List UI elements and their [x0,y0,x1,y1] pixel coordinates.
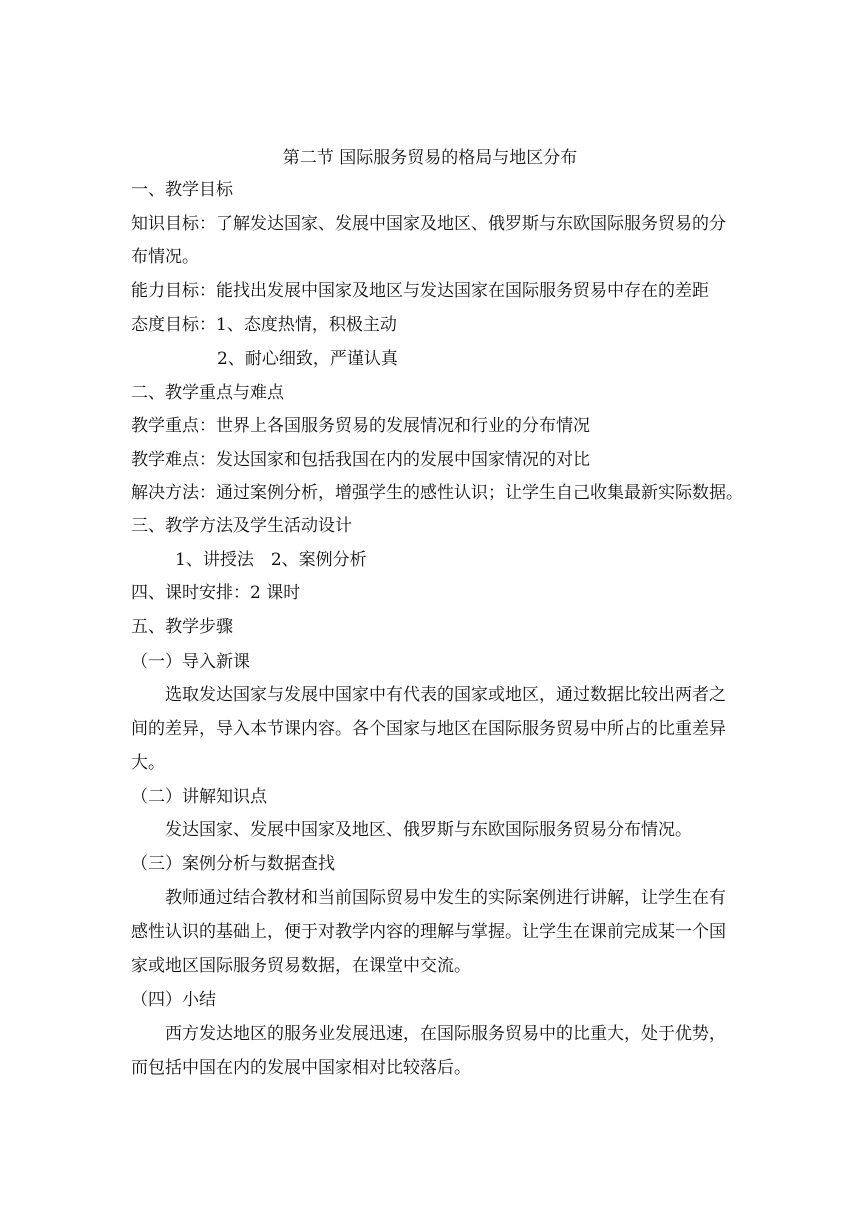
step-two-heading: （二）讲解知识点 [131,787,267,807]
step-three-text-line-3: 家或地区国际服务贸易数据，在课堂中交流。 [131,956,471,976]
step-one-heading: （一）导入新课 [131,652,250,672]
section-heading-key-points: 二、教学重点与难点 [131,383,284,403]
document-title: 第二节 国际服务贸易的格局与地区分布 [282,148,578,168]
step-three-text-line-1: 教师通过结合教材和当前国际贸易中发生的实际案例进行讲解，让学生在有 [165,888,726,908]
teaching-focus: 教学重点：世界上各国服务贸易的发展情况和行业的分布情况 [131,416,590,436]
knowledge-objective-continued: 布情况。 [131,247,199,267]
step-three-heading: （三）案例分析与数据查找 [131,854,335,874]
step-two-text: 发达国家、发展中国家及地区、俄罗斯与东欧国际服务贸易分布情况。 [165,820,692,840]
step-one-text-line-3: 大。 [131,753,165,773]
knowledge-objective: 知识目标：了解发达国家、发展中国家及地区、俄罗斯与东欧国际服务贸易的分 [131,214,726,234]
step-four-heading: （四）小结 [131,990,216,1010]
attitude-objective-second: 2、耐心细致，严谨认真 [217,349,398,369]
attitude-objective: 态度目标：1、态度热情，积极主动 [131,315,397,335]
section-heading-steps: 五、教学步骤 [131,617,233,637]
class-hours: 四、课时安排：2 课时 [131,583,301,603]
solution-method: 解决方法：通过案例分析，增强学生的感性认识；让学生自己收集最新实际数据。 [131,483,743,503]
summary-text-line-2: 而包括中国在内的发展中国家相对比较落后。 [131,1058,471,1078]
section-heading-methods: 三、教学方法及学生活动设计 [131,516,352,536]
step-three-text-line-2: 感性认识的基础上，便于对教学内容的理解与掌握。让学生在课前完成某一个国 [131,922,726,942]
summary-text-line-1: 西方发达地区的服务业发展迅速，在国际服务贸易中的比重大，处于优势， [165,1024,726,1044]
step-one-text-line-2: 间的差异，导入本节课内容。各个国家与地区在国际服务贸易中所占的比重差异 [131,719,726,739]
method-list: 1、讲授法 2、案例分析 [175,550,367,570]
ability-objective: 能力目标：能找出发展中国家及地区与发达国家在国际服务贸易中存在的差距 [131,281,709,301]
teaching-difficulty: 教学难点：发达国家和包括我国在内的发展中国家情况的对比 [131,450,590,470]
step-one-text-line-1: 选取发达国家与发展中国家中有代表的国家或地区，通过数据比较出两者之 [165,685,726,705]
section-heading-objectives: 一、教学目标 [131,180,233,200]
